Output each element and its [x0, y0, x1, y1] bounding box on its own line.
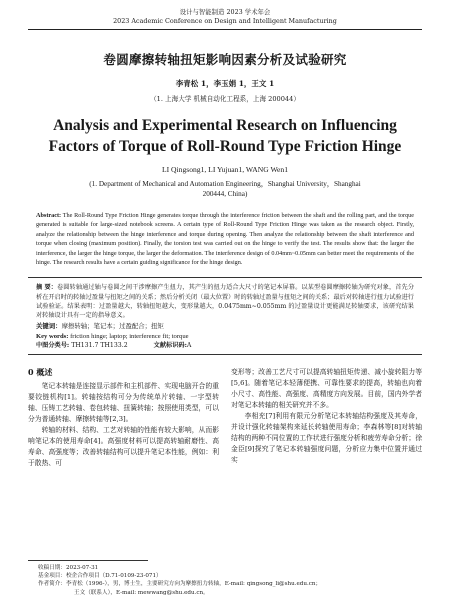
- left-column: [28, 367, 219, 469]
- abstract-label: Abstract:: [36, 212, 62, 219]
- en-affiliation-line2: 200444, China): [202, 190, 248, 198]
- en-title: [28, 115, 422, 157]
- body-paragraph: 转轴的材料、结构、工艺对转轴的性能有较大影响，从而影响笔记本的使用寿命[4]。高强度材料可以提高转轴耐磨性、高寿命、高强度等；改善转轴结构可以提升笔记本性能，例如：利于散热、可: [28, 426, 219, 468]
- right-column: [231, 367, 422, 469]
- body-paragraph: 变形等；改善工艺尺寸可以提高转轴扭矩传递、减小旋转阻力等[5,6]。随着笔记本轻薄便携、可靠性要求的提高，转轴也向着小尺寸、高性能、高强度、高精度方向发展。目前，国内外学者对笔记本转轴的相关研究并不多。: [231, 368, 422, 410]
- cn-authors: 李青松 1，李玉娟 1，王文 1: [175, 79, 275, 88]
- en-title-line1: Analysis and Experimental Research on Influencing: [53, 117, 397, 134]
- cn-abstract-box: [28, 277, 422, 355]
- en-keywords-text: friction hinge; laptop; interference fit; torque: [70, 332, 189, 340]
- clc-number: [36, 341, 128, 350]
- doc-value: A: [186, 342, 192, 350]
- en-keywords-label: Key words:: [36, 332, 69, 340]
- running-head-en: 2023 Academic Conference on Design and Intelligent Manufacturing: [113, 17, 337, 25]
- cn-abstract-label: 摘 要：: [36, 284, 58, 292]
- body-paragraph: 李相充[7]利用有限元分析笔记本转轴结构强度及其寿命，并设计强化转轴架构来延长转轴使用寿命；李森林等[8]对转轴结构的两种不同位置的工作状进行强度分析和疲劳寿命分析；徐金臣[9]探究了笔记本转轴强度问题，分析应力集中位置并通过实: [231, 412, 422, 465]
- cn-keywords: [36, 322, 414, 331]
- body-paragraph: 笔记本转轴是连接显示部件和主机部件、实现电脑开合的重要铰链机构[1]。转轴按结构可分为传统单片转轴、一字型转轴、压铸工艺转轴、卷包转轴、扭簧转轴；按照使用类型，可以分为普通转轴、摩擦转轴等[2,3]。: [28, 382, 219, 424]
- en-title-line2: Factors of Torque of Roll-Round Type Friction Hinge: [48, 138, 402, 155]
- cn-keywords-label: 关键词：: [36, 322, 62, 331]
- cn-affiliation: （1. 上海大学 机械自动化工程系，上海 200044）: [150, 95, 300, 103]
- cn-abstract-text: 卷圆转轴通过轴与卷圆之间干涉摩擦产生扭力，其产生的扭力适合大尺寸的笔记本屏幕。以某型卷圆摩擦转轴为研究对象，首先分析在开启时的转轴过盈量与扭矩之间的关系；然后分析关闭（最大位置）时的转轴过盈量与扭矩之间的关系；最后对转轴进行扭力试验进行试验验证。结果表明：过盈量越大，转轴扭矩越大，变形量越大，0.0475mm~0.055mm 的过盈量设计更能满足转轴要求，该研究结果对转轴设计具有一定的指导意义。: [36, 284, 415, 320]
- body-columns: [28, 367, 422, 469]
- header-rule: [28, 29, 422, 30]
- en-abstract: [36, 211, 414, 267]
- footnote-funding: 基金项目：校企合作项目（D.71-0109-23-071）: [38, 573, 162, 580]
- classification-row: [36, 341, 414, 350]
- en-authors: LI Qingsong1, LI Yujuan1, WANG Wen1: [161, 165, 288, 174]
- clc-value: TH131.7 TH133.2: [71, 342, 128, 350]
- en-affiliation: [28, 179, 422, 199]
- running-head-cn: 设计与智能制造 2023 学术年会: [179, 8, 271, 16]
- cn-keywords-text: 摩擦转轴；笔记本；过盈配合；扭矩: [61, 322, 164, 331]
- doc-label: 文献标识码:: [153, 342, 187, 350]
- document-code: [154, 341, 192, 350]
- footnote-contact: 王文（联系人），E-mail: mewwang@shu.edu.cn。: [74, 589, 209, 596]
- abstract-text: The Roll-Round Type Friction Hinge generates torque through the interference friction between the shaft and the rolling part, and the torque generated is suitable for large-sized notebook screens. A certain type of Roll-Round Type Friction Hinge was taken as the research object. Firstly, analyze the relationship between the hinge interference and torque during opening. Then analyze the relationship between the shaft interference and torque when closing (maximum position). Finally, the torsion test was carried out on the hinge to verify the test. The results show that: the larger the interference, the larger the hinge torque, the larger the deformation. The interference design of 0.04mm~0.05mm can better meet the requirements of the hinge. The research results have a certain guiding significance for the hinge design.: [36, 212, 415, 267]
- footnote-received: 收稿日期：2023-07-31: [38, 565, 99, 571]
- en-keywords: [36, 332, 414, 341]
- cn-abstract: [36, 283, 414, 320]
- footnotes: [28, 560, 422, 597]
- footnote-author: 作者简介：李青松（1996-），男，博士生，主要研究方向为摩擦扭力转轴，E-mail: qingsong_li@shu.edu.cn；: [38, 581, 322, 588]
- clc-label: 中图分类号:: [36, 342, 70, 350]
- section-title: 0 概述: [28, 367, 53, 378]
- footnote-rule: [28, 560, 148, 561]
- en-affiliation-line1: (1. Department of Mechanical and Automation Engineering，Shanghai University，Shanghai: [89, 180, 361, 188]
- cn-title: 卷圆摩擦转轴扭矩影响因素分析及试验研究: [103, 52, 347, 67]
